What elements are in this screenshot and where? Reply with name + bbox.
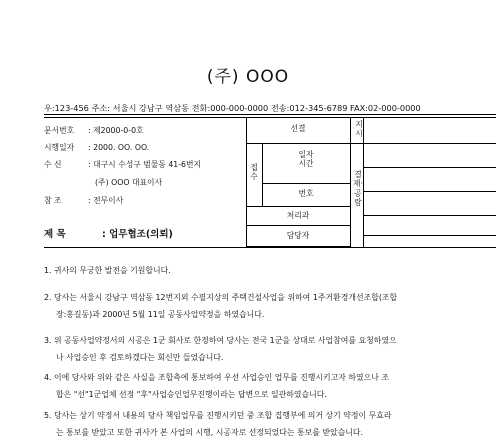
processing-dept-cell: 처리과 bbox=[286, 211, 310, 220]
paragraph-1 bbox=[44, 262, 490, 279]
date-value: : 2000. OO. OO. bbox=[88, 143, 150, 152]
date-row bbox=[44, 142, 149, 153]
paragraph-line: 5. 당사는 상기 약정서 내용의 당사 책임업무를 진행시키던 중 조합 집행부에 의거 상기 약정이 무효라 bbox=[44, 411, 392, 420]
table-border-left bbox=[246, 118, 247, 247]
paragraph-line: 2. 당사는 서울시 강남구 역삼동 12번지외 수필지상의 주택건설사업을 위하여 1주거환경개선조합(조합 bbox=[44, 293, 398, 302]
paragraph-5 bbox=[44, 407, 490, 441]
paragraph-line: 장:홍길동)과 2000년 5월 11일 공동사업약정을 하였습니다. bbox=[56, 310, 265, 319]
recipient-row bbox=[44, 159, 201, 170]
approval-row-line bbox=[363, 191, 496, 192]
subject-row bbox=[44, 226, 173, 240]
date-label: 시행일자 bbox=[44, 143, 75, 152]
table-divider bbox=[350, 118, 351, 247]
row-line bbox=[246, 206, 350, 207]
approval-circulation-cell: 결재·공람 bbox=[353, 170, 364, 208]
company-title: (주) OOO bbox=[206, 67, 290, 87]
date-time-label-2: 시간 bbox=[298, 158, 314, 168]
date-time-cell bbox=[262, 151, 350, 169]
paragraph-line: 3. 위 공동사업약정서의 시공은 1군 회사로 한정하여 당사는 전국 1군을 상대로 사업참여를 요청하였으 bbox=[44, 336, 397, 345]
body-rule bbox=[44, 247, 496, 248]
paragraph-line: 4. 이에 당사와 위와 같은 사실을 조합측에 통보하여 우선 사업승인 업무를 진행시키고자 하였으나 조 bbox=[44, 373, 390, 382]
recipient-label: 수 신 bbox=[44, 160, 62, 169]
paragraph-line: 나 사업승인 후 검토하겠다는 회신만 들었습니다. bbox=[56, 353, 224, 362]
address-line: 우:123-456 주소: 서울시 강남구 역삼동 전화:000-000-0000 전송:012-345-6789 FAX:02-000-0000 bbox=[44, 103, 421, 113]
approval-table bbox=[246, 118, 496, 247]
approval-row-line bbox=[350, 143, 496, 144]
paragraph-3 bbox=[44, 332, 490, 366]
recipient-value: : 대구시 수성구 범물동 41-6번지 bbox=[88, 160, 202, 169]
recipient-second-line: (주) OOO 대표이사 bbox=[95, 178, 163, 187]
jeopsu-cell: 접수 bbox=[250, 163, 258, 182]
number-cell: 번호 bbox=[298, 189, 314, 198]
subject-value: : 업무협조(의뢰) bbox=[102, 229, 173, 240]
seongyeol-cell: 선결 bbox=[290, 124, 306, 133]
date-time-label-1: 일자 bbox=[298, 150, 314, 159]
approval-row-line bbox=[363, 235, 496, 236]
doc-number-row bbox=[44, 125, 144, 136]
doc-number-label: 문서번호 bbox=[44, 126, 75, 135]
row-line bbox=[262, 183, 350, 184]
doc-number-value: : 제2000-0-0호 bbox=[88, 126, 144, 135]
approval-row-line bbox=[363, 167, 496, 168]
paragraph-2 bbox=[44, 289, 490, 323]
subject-label: 제 목 bbox=[44, 229, 66, 240]
jisi-cell: 지시 bbox=[355, 120, 363, 139]
paragraph-line: 는 통보를 받았고 또한 귀사가 본 사업의 시행, 시공자로 선정되었다는 통보를 받았습니다. bbox=[56, 428, 364, 437]
header-rule-top bbox=[44, 114, 496, 115]
reference-row bbox=[44, 195, 123, 206]
person-in-charge-cell: 담당자 bbox=[286, 231, 310, 240]
paragraph-line: 1. 귀사의 무궁한 발전을 기원합니다. bbox=[44, 266, 171, 275]
paragraph-line: 합은 "선"1군업체 선정 "후"사업승인업무진행이라는 답변으로 일관하였습니다. bbox=[56, 390, 327, 399]
approval-row-line bbox=[363, 215, 496, 216]
row-line bbox=[246, 225, 350, 226]
paragraph-4 bbox=[44, 369, 490, 403]
reference-label: 참 조 bbox=[44, 196, 62, 205]
reference-value: : 전무이사 bbox=[88, 196, 124, 205]
